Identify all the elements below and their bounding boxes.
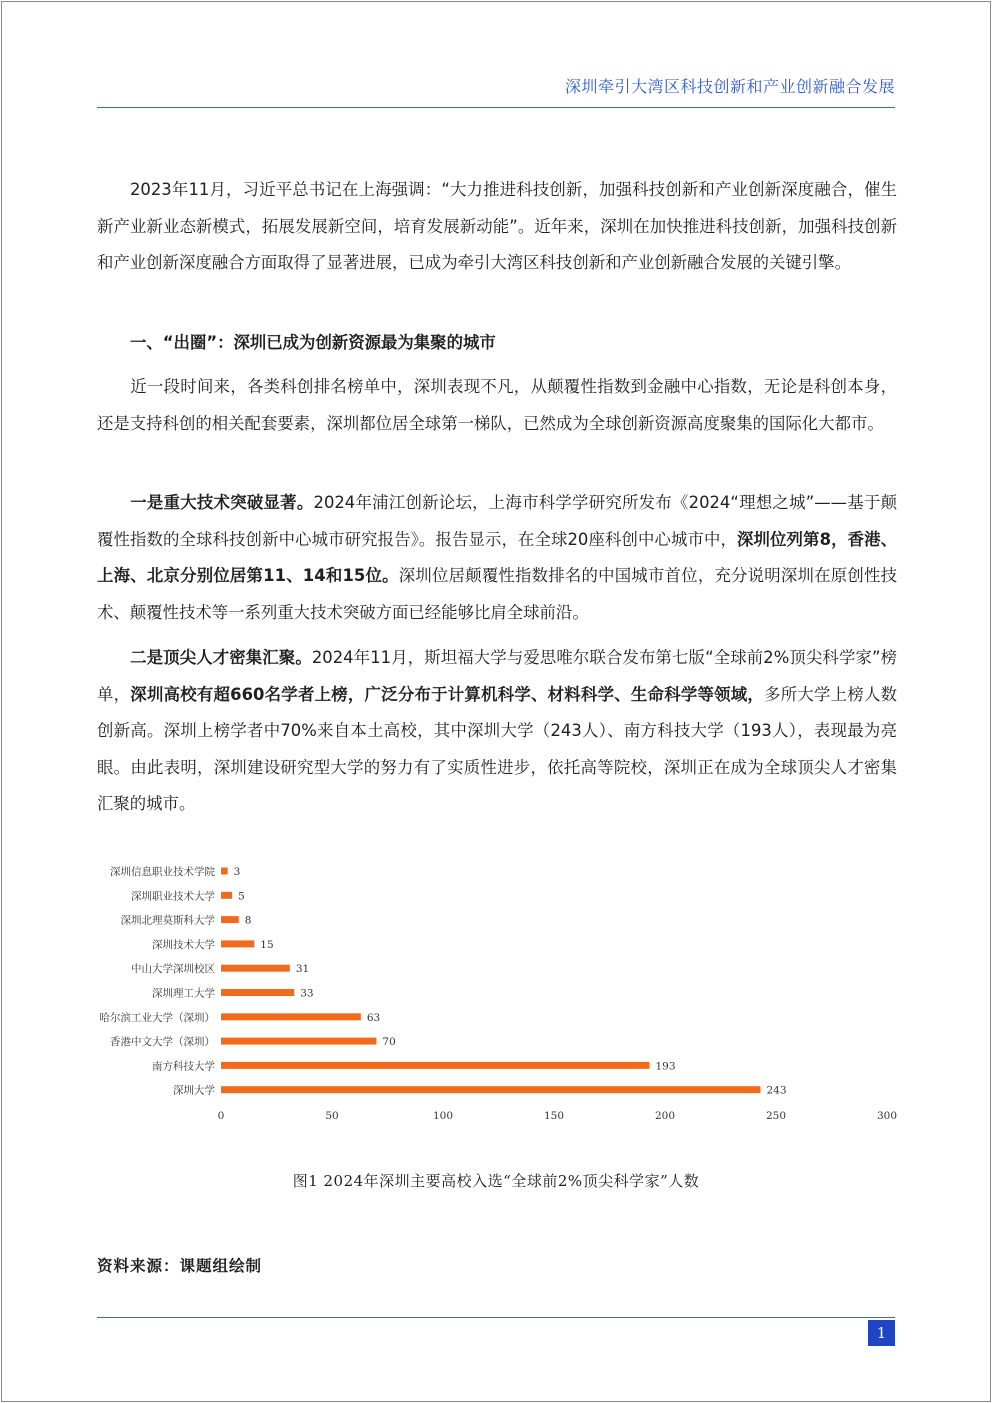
x-tick-label: 250 [765, 1110, 787, 1122]
bar [221, 868, 228, 875]
bar [221, 1062, 649, 1069]
paragraph-3 [97, 485, 897, 631]
paragraph-2 [97, 369, 897, 442]
paragraph-3-text-a: 2024年浦江创新论坛，上海市科学学研究所发布《2024“理想之城”——基于颠覆性指数的全球科技创新中心城市研究报告》。报告显示，在全球20座科创中心城市中， [97, 493, 897, 549]
intro-paragraph [97, 172, 897, 282]
bar [221, 1013, 361, 1020]
intro-text: 2023年11月，习近平总书记在上海强调：“大力推进科技创新，加强科技创新和产业创新深度融合，催生新产业新业态新模式，拓展发展新空间，培育发展新动能”。近年来，深圳在加快推进科技创新，加强科技创新和产业创新深度融合方面取得了显著进展，已成为牵引大湾区科技创新和产业创新融合发展的关键引擎。 [97, 180, 897, 272]
category-label: 深圳技术大学 [152, 938, 215, 951]
category-label: 南方科技大学 [152, 1060, 215, 1073]
paragraph-3-bold: 深圳位列第8，香港、上海、北京分别位居第11、14和15位。 [97, 529, 897, 585]
bar-chart [97, 855, 897, 1127]
paragraph-2-text: 近一段时间来，各类科创排名榜单中，深圳表现不凡，从颠覆性指数到金融中心指数，无论是科创本身，还是支持科创的相关配套要素，深圳都位居全球第一梯队，已然成为全球创新资源高度聚集的国际化大都市。 [97, 377, 897, 433]
category-label: 香港中文大学（深圳） [110, 1036, 215, 1049]
paragraph-4 [97, 640, 897, 823]
bar [221, 892, 232, 899]
category-label: 深圳信息职业技术学院 [110, 866, 215, 878]
x-tick-label: 100 [432, 1110, 454, 1122]
value-label: 63 [366, 1011, 381, 1024]
bar [221, 965, 290, 972]
value-label: 33 [300, 987, 314, 1000]
value-label: 3 [233, 866, 241, 878]
x-tick-label: 50 [325, 1110, 339, 1122]
paragraph-3-text-b: 深圳位居颠覆性指数排名的中国城市首位，充分说明深圳在原创性技术、颠覆性技术等一系列重大技术突破方面已经能够比肩全球前沿。 [97, 566, 897, 622]
section-heading: 一、“出圈”：深圳已成为创新资源最为集聚的城市 [130, 333, 496, 352]
paragraph-4-text-b: 多所大学上榜人数创新高。深圳上榜学者中70%来自本土高校，其中深圳大学（243人）、南方科技大学（193人），表现最为亮眼。由此表明，深圳建设研究型大学的努力有了实质性进步，依托高等院校，深圳正在成为全球顶尖人才密集汇聚的城市。 [97, 684, 898, 813]
value-label: 70 [382, 1036, 396, 1049]
bar [221, 989, 294, 996]
value-label: 243 [766, 1084, 787, 1097]
bar [221, 940, 254, 947]
category-label: 深圳北理莫斯科大学 [120, 914, 215, 927]
paragraph-4-text-a: 2024年11月，斯坦福大学与爱思唯尔联合发布第七版“全球前2%顶尖科学家”榜单， [97, 648, 898, 704]
bar [221, 916, 239, 923]
bar [221, 1086, 760, 1093]
figure-caption: 图1 2024年深圳主要高校入选“全球前2%顶尖科学家”人数 [292, 1172, 700, 1190]
x-tick-label: 150 [543, 1110, 565, 1122]
value-label: 15 [260, 938, 274, 951]
running-header: 深圳牵引大湾区科技创新和产业创新融合发展 [564, 77, 895, 96]
value-label: 193 [655, 1060, 676, 1073]
header-rule [97, 107, 895, 108]
category-label: 中山大学深圳校区 [131, 963, 215, 976]
x-tick-label: 0 [217, 1110, 225, 1122]
value-label: 8 [244, 914, 252, 927]
page-number: 1 [868, 1320, 895, 1346]
category-label: 深圳职业技术大学 [131, 890, 215, 903]
value-label: 5 [238, 890, 245, 903]
x-tick-label: 200 [654, 1110, 676, 1122]
paragraph-3-lead: 一是重大技术突破显著。 [130, 493, 314, 512]
x-tick-label: 300 [876, 1110, 897, 1122]
category-label: 深圳大学 [173, 1084, 215, 1097]
source-note: 资料来源：课题组绘制 [97, 1256, 263, 1275]
footer-rule [97, 1317, 895, 1318]
category-label: 哈尔滨工业大学（深圳） [99, 1011, 215, 1024]
bar [221, 1038, 376, 1045]
paragraph-4-lead: 二是顶尖人才密集汇聚。 [130, 648, 312, 667]
paragraph-4-bold: 深圳高校有超660名学者上榜，广泛分布于计算机科学、材料科学、生命科学等领域， [130, 684, 765, 704]
value-label: 31 [295, 963, 310, 976]
category-label: 深圳理工大学 [152, 987, 215, 1000]
